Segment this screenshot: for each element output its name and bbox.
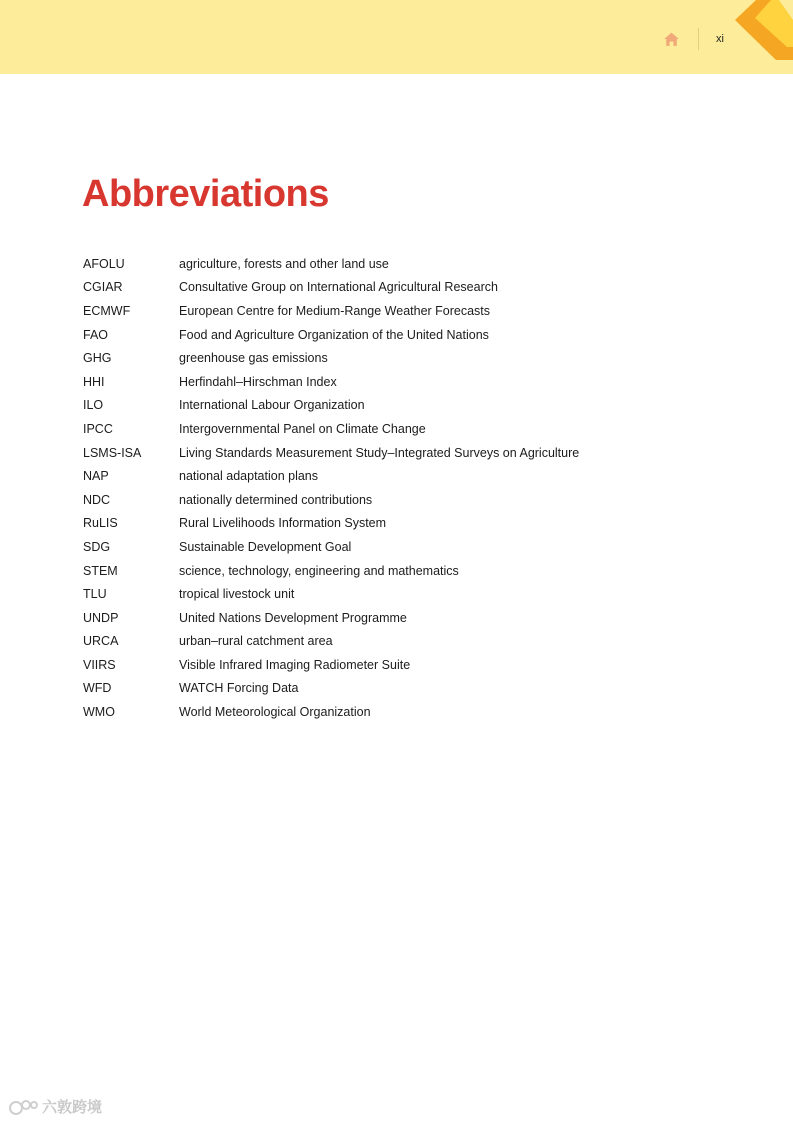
home-icon[interactable] — [663, 31, 680, 48]
abbreviation-row — [83, 370, 683, 394]
abbreviation-definition: greenhouse gas emissions — [179, 351, 328, 366]
abbreviation-term: LSMS-ISA — [83, 445, 142, 460]
abbreviation-term: ECMWF — [83, 303, 131, 318]
abbreviation-term: ILO — [83, 398, 104, 413]
abbreviation-definition: agriculture, forests and other land use — [179, 256, 389, 271]
abbreviation-row — [83, 441, 683, 465]
abbreviation-row — [83, 653, 683, 677]
abbreviation-definition: WATCH Forcing Data — [179, 681, 299, 696]
watermark-logo-icon — [8, 1097, 38, 1117]
abbreviation-row — [83, 559, 683, 583]
page-title: Abbreviations — [82, 173, 329, 215]
abbreviation-row — [83, 299, 683, 323]
abbreviation-row — [83, 677, 683, 701]
chevron-decoration-icon — [733, 0, 793, 60]
abbreviation-term: STEM — [83, 563, 118, 578]
abbreviation-definition: tropical livestock unit — [179, 587, 295, 602]
abbreviation-term: UNDP — [83, 610, 119, 625]
abbreviation-row — [83, 630, 683, 654]
abbreviation-row — [83, 276, 683, 300]
abbreviation-definition: European Centre for Medium-Range Weather Forecasts — [179, 303, 491, 318]
abbreviation-row — [83, 535, 683, 559]
abbreviation-definition: nationally determined contributions — [179, 492, 373, 507]
page-number: xi — [716, 33, 724, 45]
abbreviation-row — [83, 394, 683, 418]
abbreviation-definition: science, technology, engineering and mathematics — [179, 563, 459, 578]
abbreviation-term: FAO — [83, 327, 109, 342]
abbreviation-term: WFD — [83, 681, 112, 696]
abbreviation-row — [83, 323, 683, 347]
watermark — [8, 1096, 102, 1117]
abbreviation-term: NAP — [83, 469, 109, 484]
abbreviation-term: GHG — [83, 351, 112, 366]
abbreviation-row — [83, 464, 683, 488]
abbreviation-definition: Rural Livelihoods Information System — [179, 516, 387, 531]
abbreviation-definition: Herfindahl–Hirschman Index — [179, 374, 337, 389]
abbreviation-term: VIIRS — [83, 657, 116, 672]
abbreviation-term: NDC — [83, 492, 111, 507]
abbreviation-row — [83, 700, 683, 724]
abbreviation-definition: national adaptation plans — [179, 469, 319, 484]
abbreviation-definition: Consultative Group on International Agricultural Research — [179, 280, 498, 295]
abbreviation-term: URCA — [83, 634, 119, 649]
abbreviation-row — [83, 346, 683, 370]
abbreviation-term: HHI — [83, 374, 105, 389]
abbreviation-term: RuLIS — [83, 516, 118, 531]
abbreviation-term: TLU — [83, 587, 107, 602]
abbreviation-term: IPCC — [83, 421, 113, 436]
abbreviation-definition: Sustainable Development Goal — [179, 539, 352, 554]
abbreviation-term: AFOLU — [83, 256, 125, 271]
header-divider — [698, 28, 699, 50]
abbreviation-definition: Visible Infrared Imaging Radiometer Suite — [179, 657, 411, 672]
abbreviation-list — [83, 252, 683, 724]
abbreviation-row — [83, 417, 683, 441]
abbreviation-row — [83, 606, 683, 630]
abbreviation-definition: Intergovernmental Panel on Climate Change — [179, 421, 426, 436]
abbreviation-row — [83, 488, 683, 512]
abbreviation-definition: International Labour Organization — [179, 398, 365, 413]
abbreviation-term: CGIAR — [83, 280, 123, 295]
abbreviation-definition: United Nations Development Programme — [179, 610, 407, 625]
abbreviation-definition: World Meteorological Organization — [179, 705, 371, 720]
watermark-text: 六敦跨境 — [42, 1099, 103, 1116]
abbreviation-row — [83, 582, 683, 606]
abbreviation-definition: urban–rural catchment area — [179, 634, 333, 649]
abbreviation-definition: Food and Agriculture Organization of the United Nations — [179, 327, 489, 342]
abbreviation-definition: Living Standards Measurement Study–Integrated Surveys on Agriculture — [179, 445, 580, 460]
abbreviation-row — [83, 252, 683, 276]
abbreviation-row — [83, 512, 683, 536]
abbreviation-term: SDG — [83, 539, 111, 554]
abbreviation-term: WMO — [83, 705, 115, 720]
